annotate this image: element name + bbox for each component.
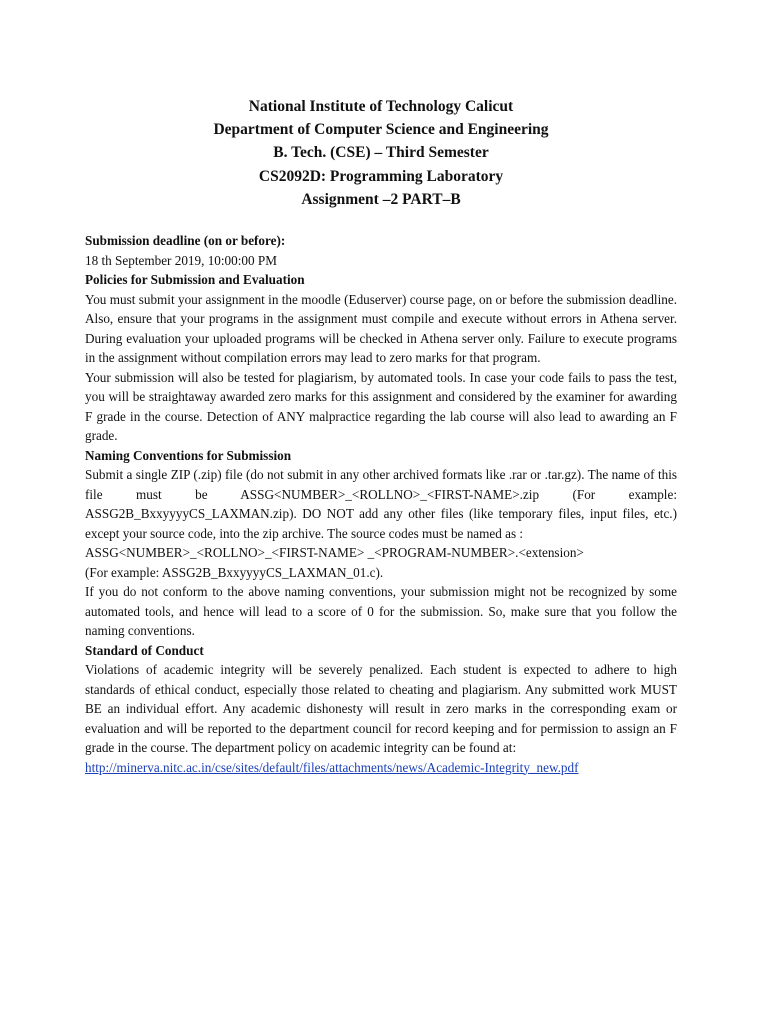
course-title: CS2092D: Programming Laboratory (258, 167, 504, 185)
policies-paragraph-1: You must submit your assignment in the moodle (Eduserver) course page, on or before the submission deadline. Also, ensure that your programs in the assignment must compile and execute without errors in Athena server. During evaluation your uploaded programs will be checked in Athena server only. Failure to execute programs in the assignment without compilation errors may lead to zero marks for that program. (85, 291, 677, 366)
institute-title: National Institute of Technology Calicut (248, 98, 514, 115)
naming-heading: Naming Conventions for Submission (85, 447, 292, 463)
policies-paragraph-2: Your submission will also be tested for plagiarism, by automated tools. In case your code fails to pass the test, you will be straightaway awarded zero marks for this assignment and considered by the examiner for awarding F grade in the course. Detection of ANY malpractice regarding the lab course will also lead to awarding an F grade. (85, 369, 677, 444)
naming-paragraph-2: If you do not conform to the above naming conventions, your submission might not be recognized by some automated tools, and hence will lead to a score of 0 for the submission. So, make sure that you follow the naming conventions. (85, 584, 677, 639)
conduct-paragraph: Violations of academic integrity will be severely penalized. Each student is expected to adhere to high standards of ethical conduct, especially those related to cheating and plagiarism. Any submitted work MUST BE an individual effort. Any academic dishonesty will result in zero marks in the corresponding exam or evaluation and will be reported to the department council for record keeping and for permission to assign an F grade in the course. The department policy on academic integrity can be found at: (85, 662, 677, 756)
academic-integrity-link[interactable]: http://minerva.nitc.ac.in/cse/sites/default/files/attachments/news/Academic-Integrity_new.pdf (85, 759, 579, 775)
department-title: Department of Computer Science and Engineering (213, 121, 549, 139)
deadline-value: 18 th September 2019, 10:00:00 PM (85, 252, 277, 268)
assignment-title: Assignment –2 PART–B (301, 190, 461, 208)
policies-heading: Policies for Submission and Evaluation (85, 272, 305, 288)
conduct-heading: Standard of Conduct (85, 642, 204, 658)
document-page (85, 95, 677, 777)
naming-example: (For example: ASSG2B_BxxyyyyCS_LAXMAN_01.c). (85, 564, 384, 580)
document-header (85, 95, 677, 211)
naming-paragraph-1: Submit a single ZIP (.zip) file (do not submit in any other archived formats like .rar or .tar.gz). The name of this file must be ASSG<NUMBER>_<ROLLNO>_<FIRST-NAME>.zip (For example: ASSG2B_BxxyyyyCS_LAXMAN.zip). DO NOT add any other files (like temporary files, input files, etc.) except your source code, into the zip archive. The source codes must be named as : (85, 467, 677, 541)
document-body (85, 231, 677, 777)
deadline-heading: Submission deadline (on or before): (85, 233, 286, 249)
program-title: B. Tech. (CSE) – Third Semester (273, 144, 489, 162)
naming-pattern: ASSG<NUMBER>_<ROLLNO>_<FIRST-NAME> _<PROGRAM-NUMBER>.<extension> (85, 545, 584, 561)
